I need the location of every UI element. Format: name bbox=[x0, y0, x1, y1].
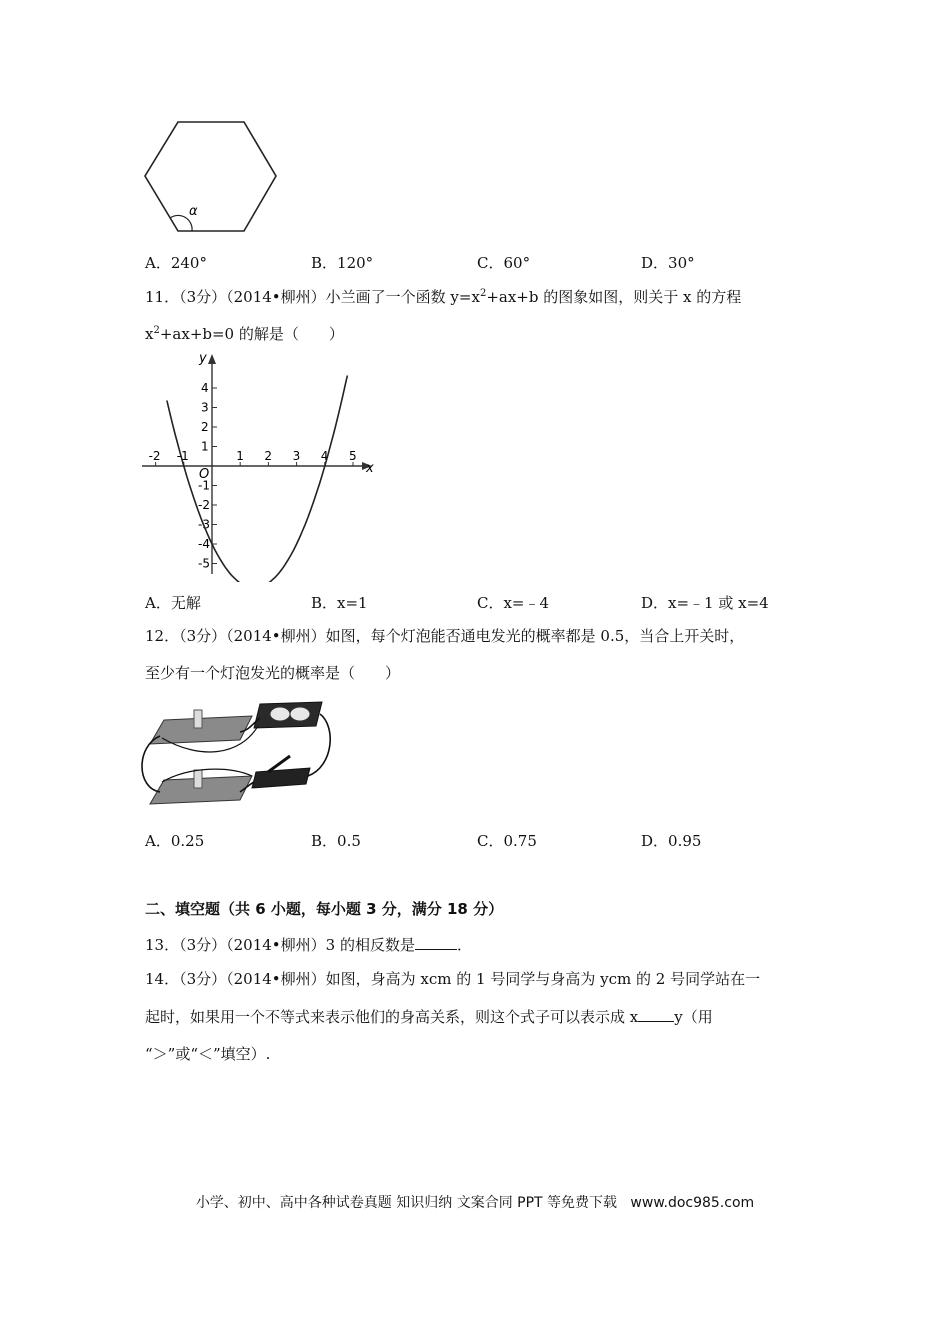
q14-question-line1: 14．（3分）（2014•柳州）如图，身高为 xcm 的 1 号同学与身高为 ycm 的 2 号同学站在一 bbox=[145, 970, 761, 988]
switch-base bbox=[252, 768, 310, 788]
battery-2 bbox=[290, 707, 310, 721]
x-tick-label: 2 bbox=[264, 449, 273, 463]
bulb-top bbox=[194, 710, 202, 728]
q12-option-d: D．0.95 bbox=[641, 832, 702, 850]
q10-option-a: A．240° bbox=[145, 254, 207, 272]
circuit-photo bbox=[140, 696, 340, 808]
q11-option-b: B．x=1 bbox=[311, 594, 368, 612]
q10-option-b: B．120° bbox=[311, 254, 374, 272]
x-tick-label: 1 bbox=[236, 449, 244, 463]
q13-question: 13．（3分）（2014•柳州）3 的相反数是 ． bbox=[145, 936, 472, 954]
x-tick-label: 4 bbox=[320, 449, 329, 463]
q14-question-line2: 起时，如果用一个不等式来表示他们的身高关系，则这个式子可以表示成 x y（用 bbox=[145, 1008, 713, 1026]
hexagon-shape bbox=[145, 122, 276, 231]
page-footer bbox=[0, 1192, 950, 1212]
x-tick-label: 5 bbox=[349, 449, 357, 463]
y-tick-label: -3 bbox=[198, 517, 210, 532]
bulb-bottom bbox=[194, 770, 202, 788]
angle-label: α bbox=[189, 204, 198, 219]
q12-question-line1: 12．（3分）（2014•柳州）如图，每个灯泡能否通电发光的概率都是 0.5，当合上开关时， bbox=[145, 627, 745, 645]
y-tick-label: -5 bbox=[198, 556, 210, 571]
q11-question-line2: $x^2+ax+b=0$ 的解是（ ） bbox=[145, 325, 344, 343]
q14-question-line3: “＞”或“＜”填空）. bbox=[145, 1045, 271, 1063]
y-tick-label: -2 bbox=[198, 498, 210, 512]
q11-question-line1: 11．（3分）（2014•柳州）小兰画了一个函数 $y=x^2+ax+b$ 的图象如图，则关于 x 的方程 bbox=[145, 288, 742, 306]
q12-question-line2: 至少有一个灯泡发光的概率是（ ） bbox=[145, 664, 401, 682]
y-tick-label: -4 bbox=[198, 537, 210, 551]
hexagon-figure bbox=[140, 118, 280, 236]
q12-option-c: C．0.75 bbox=[477, 832, 537, 850]
origin-label: O bbox=[199, 467, 210, 482]
q13-answer-blank bbox=[415, 935, 457, 950]
q10-option-d: D．30° bbox=[641, 254, 695, 272]
y-tick-label: 2 bbox=[201, 420, 209, 434]
y-tick-label: -1 bbox=[198, 478, 210, 493]
x-axis-label: x bbox=[366, 461, 374, 476]
parabola-curve bbox=[167, 376, 348, 583]
x-tick-label: -2 bbox=[148, 449, 161, 463]
q12-option-b: B．0.5 bbox=[311, 832, 361, 850]
battery-1 bbox=[270, 707, 290, 721]
footer-text: 小学、初中、高中各种试卷真题 知识归纳 文案合同 PPT 等免费下载 bbox=[195, 1195, 618, 1211]
y-tick-label: 1 bbox=[201, 439, 209, 454]
x-tick-label: -1 bbox=[176, 449, 189, 463]
y-tick-label: 3 bbox=[201, 400, 209, 415]
q11-option-c: C．x=﹣4 bbox=[477, 594, 550, 612]
footer-url[interactable]: www.doc985.com bbox=[630, 1195, 755, 1211]
q11-option-d: D．x=﹣1 或 x=4 bbox=[641, 594, 769, 612]
x-tick-label: 3 bbox=[292, 449, 301, 463]
y-axis-arrow bbox=[208, 354, 216, 364]
y-axis-label: y bbox=[199, 351, 207, 366]
q14-answer-blank bbox=[638, 1007, 674, 1022]
y-tick-label: 4 bbox=[201, 381, 209, 395]
q12-option-a: A．0.25 bbox=[145, 832, 205, 850]
parabola-chart bbox=[140, 350, 380, 582]
q10-option-c: C．60° bbox=[477, 254, 531, 272]
q11-option-a: A．无解 bbox=[145, 594, 201, 612]
section-heading: 二、填空题（共 6 小题，每小题 3 分，满分 18 分） bbox=[145, 900, 504, 918]
